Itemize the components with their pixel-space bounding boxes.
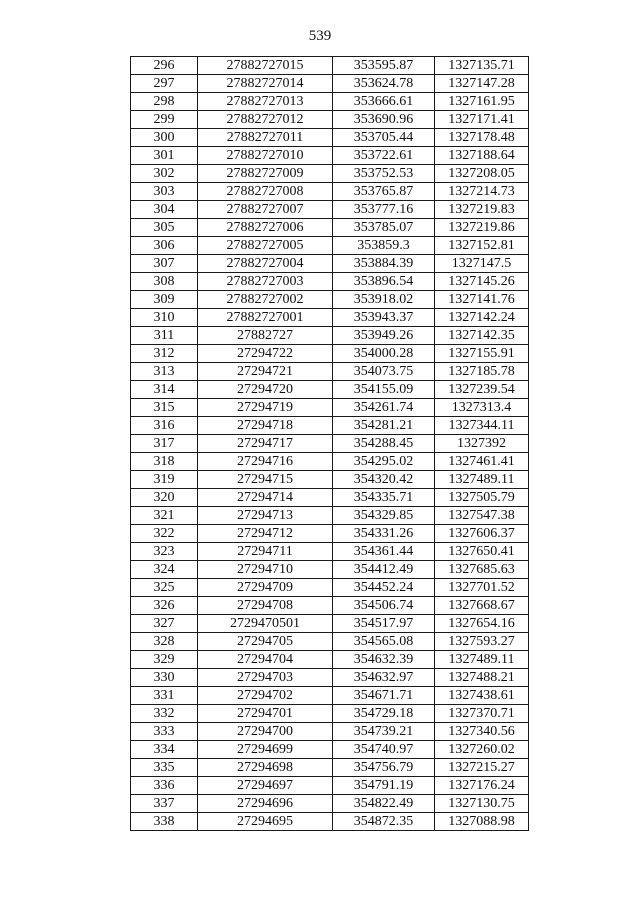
point-id-cell: 27294702 [198,687,333,705]
point-number-cell: 326 [131,597,198,615]
page-number: 539 [308,28,332,44]
y-coordinate-cell: 1327208.05 [435,165,529,183]
table-row [131,111,529,129]
y-coordinate-cell: 1327135.71 [435,57,529,75]
y-coordinate-cell: 1327685.63 [435,561,529,579]
table-row [131,273,529,291]
x-coordinate-cell: 353722.61 [333,147,435,165]
x-coordinate-cell: 354361.44 [333,543,435,561]
point-number-cell: 315 [131,399,198,417]
point-id-cell: 27294717 [198,435,333,453]
point-id-cell: 27882727004 [198,255,333,273]
point-id-cell: 27294696 [198,795,333,813]
point-id-cell: 27882727011 [198,129,333,147]
point-number-cell: 296 [131,57,198,75]
table-row [131,93,529,111]
point-id-cell: 27294710 [198,561,333,579]
point-id-cell: 27294708 [198,597,333,615]
point-id-cell: 27882727005 [198,237,333,255]
table-row [131,147,529,165]
x-coordinate-cell: 354329.85 [333,507,435,525]
point-id-cell: 27882727 [198,327,333,345]
x-coordinate-cell: 354073.75 [333,363,435,381]
point-id-cell: 27882727008 [198,183,333,201]
point-id-cell: 27882727003 [198,273,333,291]
x-coordinate-cell: 354517.97 [333,615,435,633]
table-row [131,525,529,543]
table-row [131,453,529,471]
y-coordinate-cell: 1327239.54 [435,381,529,399]
x-coordinate-cell: 354295.02 [333,453,435,471]
table-row [131,129,529,147]
point-number-cell: 310 [131,309,198,327]
table-row [131,255,529,273]
x-coordinate-cell: 354565.08 [333,633,435,651]
x-coordinate-cell: 354791.19 [333,777,435,795]
y-coordinate-cell: 1327606.37 [435,525,529,543]
point-id-cell: 27294700 [198,723,333,741]
table-row [131,75,529,93]
table-row [131,489,529,507]
point-number-cell: 318 [131,453,198,471]
table-row [131,651,529,669]
y-coordinate-cell: 1327130.75 [435,795,529,813]
point-number-cell: 308 [131,273,198,291]
y-coordinate-cell: 1327505.79 [435,489,529,507]
y-coordinate-cell: 1327088.98 [435,813,529,831]
table-row [131,597,529,615]
x-coordinate-cell: 354452.24 [333,579,435,597]
table-row [131,165,529,183]
coordinate-table [130,56,529,831]
y-coordinate-cell: 1327147.28 [435,75,529,93]
table-row [131,777,529,795]
point-number-cell: 328 [131,633,198,651]
point-id-cell: 27294722 [198,345,333,363]
y-coordinate-cell: 1327155.91 [435,345,529,363]
table-row [131,813,529,831]
point-id-cell: 27882727009 [198,165,333,183]
y-coordinate-cell: 1327654.16 [435,615,529,633]
point-id-cell: 27294721 [198,363,333,381]
x-coordinate-cell: 353777.16 [333,201,435,219]
x-coordinate-cell: 354281.21 [333,417,435,435]
point-id-cell: 27882727012 [198,111,333,129]
x-coordinate-cell: 354331.26 [333,525,435,543]
point-number-cell: 321 [131,507,198,525]
x-coordinate-cell: 354822.49 [333,795,435,813]
x-coordinate-cell: 353666.61 [333,93,435,111]
point-number-cell: 317 [131,435,198,453]
point-id-cell: 27294701 [198,705,333,723]
point-number-cell: 320 [131,489,198,507]
x-coordinate-cell: 354740.97 [333,741,435,759]
table-row [131,687,529,705]
x-coordinate-cell: 353884.39 [333,255,435,273]
point-id-cell: 27294718 [198,417,333,435]
point-number-cell: 330 [131,669,198,687]
y-coordinate-cell: 1327215.27 [435,759,529,777]
table-row [131,57,529,75]
y-coordinate-cell: 1327313.4 [435,399,529,417]
y-coordinate-cell: 1327668.67 [435,597,529,615]
table-row [131,381,529,399]
table-row [131,417,529,435]
point-number-cell: 298 [131,93,198,111]
table-row [131,615,529,633]
y-coordinate-cell: 1327152.81 [435,237,529,255]
point-id-cell: 27882727006 [198,219,333,237]
x-coordinate-cell: 353624.78 [333,75,435,93]
y-coordinate-cell: 1327176.24 [435,777,529,795]
table-row [131,741,529,759]
y-coordinate-cell: 1327461.41 [435,453,529,471]
table-row [131,345,529,363]
coordinate-table-container [130,56,529,831]
point-number-cell: 309 [131,291,198,309]
y-coordinate-cell: 1327260.02 [435,741,529,759]
y-coordinate-cell: 1327141.76 [435,291,529,309]
x-coordinate-cell: 354756.79 [333,759,435,777]
point-id-cell: 27294698 [198,759,333,777]
table-row [131,759,529,777]
point-number-cell: 304 [131,201,198,219]
x-coordinate-cell: 354261.74 [333,399,435,417]
x-coordinate-cell: 354739.21 [333,723,435,741]
x-coordinate-cell: 354155.09 [333,381,435,399]
y-coordinate-cell: 1327145.26 [435,273,529,291]
x-coordinate-cell: 353859.3 [333,237,435,255]
table-row [131,183,529,201]
table-row [131,327,529,345]
point-id-cell: 27294714 [198,489,333,507]
point-number-cell: 327 [131,615,198,633]
point-id-cell: 27882727010 [198,147,333,165]
y-coordinate-cell: 1327488.21 [435,669,529,687]
point-id-cell: 27882727002 [198,291,333,309]
point-number-cell: 325 [131,579,198,597]
point-number-cell: 301 [131,147,198,165]
x-coordinate-cell: 354632.97 [333,669,435,687]
point-id-cell: 27294716 [198,453,333,471]
point-id-cell: 27294712 [198,525,333,543]
table-row [131,723,529,741]
point-number-cell: 338 [131,813,198,831]
point-number-cell: 322 [131,525,198,543]
y-coordinate-cell: 1327547.38 [435,507,529,525]
x-coordinate-cell: 354872.35 [333,813,435,831]
point-number-cell: 334 [131,741,198,759]
x-coordinate-cell: 353765.87 [333,183,435,201]
point-number-cell: 311 [131,327,198,345]
point-id-cell: 27882727001 [198,309,333,327]
x-coordinate-cell: 353690.96 [333,111,435,129]
table-row [131,363,529,381]
point-id-cell: 27294705 [198,633,333,651]
table-row [131,507,529,525]
table-row [131,579,529,597]
point-id-cell: 27882727013 [198,93,333,111]
x-coordinate-cell: 354000.28 [333,345,435,363]
x-coordinate-cell: 354320.42 [333,471,435,489]
x-coordinate-cell: 354506.74 [333,597,435,615]
y-coordinate-cell: 1327340.56 [435,723,529,741]
y-coordinate-cell: 1327171.41 [435,111,529,129]
x-coordinate-cell: 353949.26 [333,327,435,345]
point-number-cell: 297 [131,75,198,93]
y-coordinate-cell: 1327188.64 [435,147,529,165]
point-id-cell: 27294709 [198,579,333,597]
point-id-cell: 27294711 [198,543,333,561]
point-number-cell: 303 [131,183,198,201]
point-number-cell: 302 [131,165,198,183]
point-number-cell: 319 [131,471,198,489]
table-row [131,543,529,561]
point-number-cell: 299 [131,111,198,129]
x-coordinate-cell: 353785.07 [333,219,435,237]
y-coordinate-cell: 1327185.78 [435,363,529,381]
table-row [131,795,529,813]
table-row [131,219,529,237]
point-id-cell: 27294703 [198,669,333,687]
y-coordinate-cell: 1327161.95 [435,93,529,111]
table-row [131,435,529,453]
x-coordinate-cell: 353595.87 [333,57,435,75]
point-number-cell: 331 [131,687,198,705]
point-number-cell: 333 [131,723,198,741]
point-number-cell: 336 [131,777,198,795]
point-number-cell: 335 [131,759,198,777]
point-number-cell: 306 [131,237,198,255]
y-coordinate-cell: 1327214.73 [435,183,529,201]
point-id-cell: 27882727007 [198,201,333,219]
point-number-cell: 300 [131,129,198,147]
x-coordinate-cell: 354412.49 [333,561,435,579]
table-row [131,309,529,327]
point-id-cell: 27294719 [198,399,333,417]
x-coordinate-cell: 354671.71 [333,687,435,705]
y-coordinate-cell: 1327344.11 [435,417,529,435]
point-number-cell: 307 [131,255,198,273]
point-number-cell: 323 [131,543,198,561]
x-coordinate-cell: 354335.71 [333,489,435,507]
table-row [131,237,529,255]
y-coordinate-cell: 1327701.52 [435,579,529,597]
y-coordinate-cell: 1327650.41 [435,543,529,561]
point-number-cell: 313 [131,363,198,381]
table-row [131,201,529,219]
point-number-cell: 314 [131,381,198,399]
x-coordinate-cell: 354288.45 [333,435,435,453]
point-id-cell: 2729470501 [198,615,333,633]
point-id-cell: 27294713 [198,507,333,525]
y-coordinate-cell: 1327142.24 [435,309,529,327]
x-coordinate-cell: 353896.54 [333,273,435,291]
table-row [131,633,529,651]
point-id-cell: 27294720 [198,381,333,399]
point-id-cell: 27294704 [198,651,333,669]
x-coordinate-cell: 353752.53 [333,165,435,183]
y-coordinate-cell: 1327219.86 [435,219,529,237]
x-coordinate-cell: 353918.02 [333,291,435,309]
table-row [131,471,529,489]
x-coordinate-cell: 353705.44 [333,129,435,147]
point-id-cell: 27294715 [198,471,333,489]
x-coordinate-cell: 353943.37 [333,309,435,327]
y-coordinate-cell: 1327178.48 [435,129,529,147]
point-id-cell: 27294697 [198,777,333,795]
point-number-cell: 337 [131,795,198,813]
point-id-cell: 27882727014 [198,75,333,93]
point-number-cell: 332 [131,705,198,723]
table-body [131,57,529,831]
table-row [131,669,529,687]
point-number-cell: 329 [131,651,198,669]
point-id-cell: 27882727015 [198,57,333,75]
y-coordinate-cell: 1327489.11 [435,471,529,489]
y-coordinate-cell: 1327489.11 [435,651,529,669]
table-row [131,399,529,417]
y-coordinate-cell: 1327438.61 [435,687,529,705]
point-number-cell: 324 [131,561,198,579]
point-number-cell: 312 [131,345,198,363]
table-row [131,291,529,309]
y-coordinate-cell: 1327392 [435,435,529,453]
y-coordinate-cell: 1327142.35 [435,327,529,345]
point-id-cell: 27294699 [198,741,333,759]
point-number-cell: 316 [131,417,198,435]
y-coordinate-cell: 1327147.5 [435,255,529,273]
x-coordinate-cell: 354729.18 [333,705,435,723]
point-number-cell: 305 [131,219,198,237]
y-coordinate-cell: 1327370.71 [435,705,529,723]
point-id-cell: 27294695 [198,813,333,831]
y-coordinate-cell: 1327593.27 [435,633,529,651]
y-coordinate-cell: 1327219.83 [435,201,529,219]
table-row [131,561,529,579]
x-coordinate-cell: 354632.39 [333,651,435,669]
table-row [131,705,529,723]
